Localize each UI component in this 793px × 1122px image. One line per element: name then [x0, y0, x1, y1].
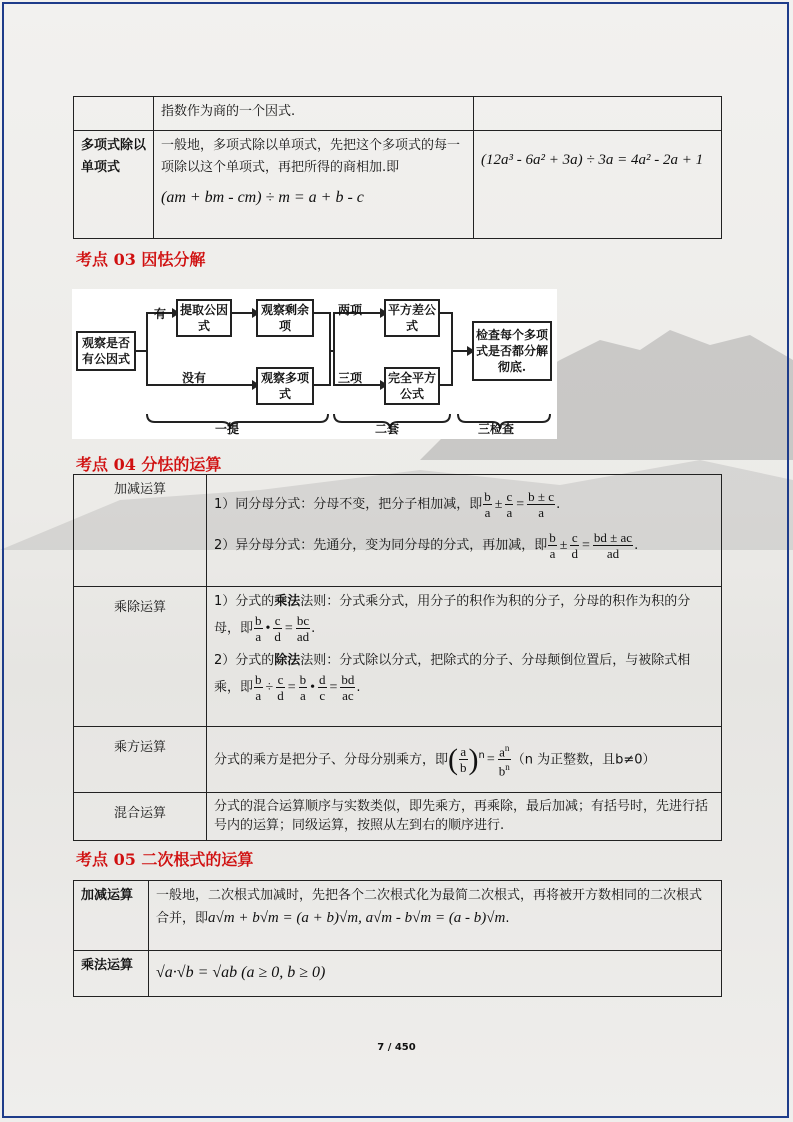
label-three-terms: 三项	[338, 371, 363, 385]
row-label	[74, 727, 207, 793]
label-text: 乘法运算	[81, 958, 134, 973]
table-cell	[149, 951, 722, 997]
box-text: 观察剩余项	[260, 303, 309, 333]
bold-term: 乘法	[274, 594, 301, 609]
label-text: 混合运算	[113, 806, 166, 821]
fraction: $\frac{c}{d}$	[277, 672, 284, 703]
fraction: $\frac{b \pm c}{a}$	[528, 489, 555, 520]
cell-text: 一般地，多项式除以单项式，先把这个多项式的每一项除以这个单项式，再把所得的商相加.即	[161, 138, 461, 175]
fraction: $\frac{b}{a}$	[255, 672, 262, 703]
row-label	[74, 951, 149, 997]
label-no: 没有	[182, 371, 207, 385]
label-yes: 有	[154, 307, 167, 321]
fraction: $\frac{bd}{ac}$	[341, 672, 355, 703]
table-cell	[474, 131, 722, 239]
flow-box-perfect-square	[384, 367, 440, 405]
cell-text: 1）分式的	[214, 594, 275, 609]
formula: (am + bm - cm) ÷ m = a + b - c	[161, 189, 364, 206]
cell-text: 1）同分母分式：分母不变，把分子相加减，即	[214, 497, 483, 512]
table-cell	[474, 97, 722, 131]
table-cell: 分式的乘方是把分子、分母分别乘方，即( $\frac{a}{b}$ )$^n$ = $\frac{a^n}{b^n}$ （n 为正整数，且b≠0）	[207, 727, 722, 793]
fraction: $\frac{a}{b}$	[460, 744, 467, 775]
formula: a√m + b√m = (a + b)√m, a√m - b√m = (a - b)√m	[208, 910, 506, 926]
table-cell	[207, 793, 722, 841]
cell-text: 法则：分式乘分式，用分子的积作为积的分子，分母的积作为积的分母，即	[214, 594, 691, 636]
row-label	[74, 587, 207, 727]
box-text: 完全平方公式	[387, 371, 436, 401]
cell-text: 一般地，二次根式加减时，先把各个二次根式化为最简二次根式，再将被开方数相同的二次根式合并，即	[156, 888, 703, 926]
box-text: 观察是否有公因式	[81, 336, 130, 366]
radical-operations-table	[73, 880, 722, 997]
fraction: $\frac{b}{a}$	[484, 489, 491, 520]
row-label	[74, 793, 207, 841]
table-cell: 1）分式的乘法法则：分式乘分式，用分子的积作为积的分子，分母的积作为积的分母，即 $\frac{b}{a}$ • $\frac{c}{d}$ = $\frac{bc}{ad}$ . 2）分式的除法法则：分式除以分式，把除式的分子、分母颠倒位置后，与被除式相乘，即 $\frac{b}{a}$ ÷ $\frac{c}{d}$ = $\frac{b}{a}$ • $\frac{d}{c}$ = $\frac{bd}{ac}$ .	[207, 587, 722, 727]
section-heading-04: 考点 04 分怯的运算	[76, 455, 222, 474]
label-step3: 三检查	[478, 422, 515, 436]
bold-term: 除法	[274, 653, 301, 668]
label-two-terms: 两项	[338, 303, 363, 317]
table-cell: 一般地，二次根式加减时，先把各个二次根式化为最简二次根式，再将被开方数相同的二次根式合并，即a√m + b√m = (a + b)√m, a√m - b√m = (a - b)√m.	[149, 881, 722, 951]
formula: √a·√b = √ab (a ≥ 0, b ≥ 0)	[156, 964, 326, 981]
label-step1: 一提	[215, 422, 240, 436]
cell-text: 指数作为商的一个因式.	[161, 104, 296, 119]
flow-box-observe-rest	[256, 299, 314, 337]
table-cell	[74, 97, 154, 131]
page-number: 7 / 450	[377, 1042, 416, 1053]
section-heading-03: 考点 03 因怯分解	[76, 250, 206, 269]
fraction: $\frac{b}{a}$	[255, 613, 262, 644]
table-cell	[154, 131, 474, 239]
fraction: $\frac{c}{d}$	[274, 613, 281, 644]
flow-box-extract	[176, 299, 232, 337]
label-text: 乘除运算	[113, 600, 166, 615]
flow-box-check	[472, 321, 552, 381]
factorization-flowchart	[72, 289, 557, 439]
fraction: $\frac{d}{c}$	[319, 672, 326, 703]
fraction: $\frac{b}{a}$	[299, 672, 307, 703]
polynomial-division-table	[73, 96, 722, 239]
section-heading-05: 考点 05 二次根式的运算	[76, 850, 254, 869]
row-label	[74, 881, 149, 951]
cell-text: 分式的混合运算顺序与实数类似，即先乘方，再乘除，最后加减；有括号时，先进行括号内的运算；同级运算，按照从左到右的顺序进行.	[214, 799, 709, 833]
cell-note: （n 为正整数，且b≠0）	[511, 752, 656, 767]
label-step2: 二套	[375, 422, 400, 436]
fraction: $\frac{bd \pm ac}{ad}$	[593, 530, 633, 561]
table-cell: 1）同分母分式：分母不变，把分子相加减，即 $\frac{b}{a}$ ± $\frac{c}{a}$ = $\frac{b \pm c}{a}$ . 2）异分母分式：先通分，变为同分母的分式，再加减，即 $\frac{b}{a}$ ± $\frac{c}{d}$ = $\frac{bd \pm ac}{ad}$ .	[207, 475, 722, 587]
cell-text: 法则：分式除以分式，把除式的分子、分母颠倒位置后，与被除式相乘，即	[214, 653, 691, 695]
box-text: 平方差公式	[387, 303, 436, 333]
row-label	[74, 475, 207, 587]
table-cell	[154, 97, 474, 131]
fraction: $\frac{bc}{ad}$	[296, 613, 310, 644]
fraction: $\frac{c}{a}$	[506, 489, 513, 520]
flow-box-observe-multi	[256, 367, 314, 405]
cell-text: 2）异分母分式：先通分，变为同分母的分式，再加减，即	[214, 538, 548, 553]
fraction: $\frac{c}{d}$	[571, 530, 578, 561]
row-label	[74, 131, 154, 239]
label-text: 多项式除以单项式	[81, 138, 147, 175]
fraction: $\frac{a^n}{b^n}$	[498, 742, 510, 779]
flow-box-diff-squares	[384, 299, 440, 337]
box-text: 检查每个多项式是否都分解彻底.	[475, 328, 548, 374]
label-text: 加减运算	[81, 888, 134, 903]
label-text: 乘方运算	[113, 740, 166, 755]
cell-text: 分式的乘方是把分子、分母分别乘方，即	[214, 752, 449, 767]
example-formula: (12a³ - 6a² + 3a) ÷ 3a = 4a² - 2a + 1	[481, 152, 704, 168]
fraction: $\frac{b}{a}$	[549, 530, 556, 561]
flow-box-start	[76, 331, 136, 371]
fraction-operations-table	[73, 474, 722, 841]
box-text: 观察多项式	[260, 371, 309, 401]
cell-text: 2）分式的	[214, 653, 275, 668]
label-text: 加减运算	[113, 482, 166, 497]
box-text: 提取公因式	[179, 303, 228, 333]
